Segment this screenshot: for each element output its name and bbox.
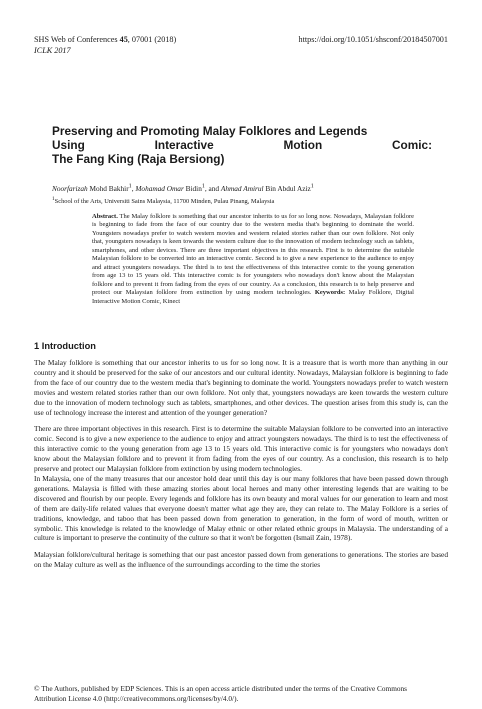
abstract [92, 213, 414, 306]
keywords: Malay Folklore, Digital Interactive Motion Comic, Kinect [92, 289, 414, 305]
abstract-text: The Malay folklore is something that our ancestor inherits to us for so long now. Nowadays, Malaysian folklore is beginning to fade from the face of our country due to the western media that's beginning to dominate the world. Youngsters nowadays prefer to watch western movies and western related stories rather than our own folklore. Not only that, youngsters nowadays is keen towards the western culture due to the innovation of modern technology such as tablets, smartphones, and other devices. There are three important objectives in this research. First is to determine the suitable Malaysian folklore to be converted into an interactive comic. Second is to give a new experience to the audience to enjoy and attract youngsters nowadays. The third is to test the effectiveness of this interactive comic to the young generation from age 13 to 15 years old. This interactive comic is for youngsters who nowadays don't know about the Malaysian folklore and to prevent it from fading from the eyes of our country. As a conclusion, this research is to help preserve and protect our Malaysian folklore from extinction by using modern technologies. [92, 213, 414, 297]
paper-title [52, 124, 432, 166]
title-line-3: The Fang King (Raja Bersiong) [52, 152, 225, 166]
license-line-1: © The Authors, published by EDP Sciences. This is an open access article distributed under the terms of the Creative Commons [34, 684, 408, 693]
paragraph: There are three important objectives in this research. First is to determine the suitable Malaysian folklore to be converted into an interactive comic. Second is to give a new experience to the audience to enjoy and attract youngsters nowadays. The third is to test the effectiveness of this interactive comic to the young generation from age 13 to 15 years old. This interactive comic is for youngsters who nowadays don't know about the Malaysian folklore and to prevent it from fading from the eyes of our country. As a conclusion, this research is to help preserve and protect our Malaysian folklore from extinction by using modern technologies. [34, 424, 448, 474]
paragraph: The Malay folklore is something that our ancestor inherits to us for so long now. It is a treasure that is worth more than anything in our country and it should be preserved for the sake of our ancestors and our cultural identity. Nowadays, Malaysian folklore is beginning to fade from the face of our country due to the western media that's beginning to dominate the world. Youngsters nowadays prefer to watch western movies and western related stories rather than our own folklore. Not only that, youngsters nowadays are keen towards the western culture due to the innovation of modern technology such as tablets, smartphones, and other devices. The question arises from this study is, can the use of technology increase the interest and attention of the younger generation? [34, 358, 448, 417]
keywords-label: Keywords: [311, 289, 346, 297]
abstract-label: Abstract. [92, 213, 118, 220]
journal-volume: 45 [119, 35, 128, 44]
affiliation: $^1$School of the Arts, Universiti Sains Malaysia, 11700 Minden, Pulau Pinang, Malaysia [52, 196, 275, 206]
conference-name: ICLK 2017 [34, 46, 71, 55]
author: Mohamad Omar Bidin$^1$, and [135, 184, 221, 194]
license-line-2: Attribution License 4.0 (http://creativecommons.org/licenses/by/4.0/). [34, 693, 239, 703]
author: Noorfarizah Mohd Bakhir$^1$, [52, 184, 136, 194]
author-list [52, 182, 442, 194]
journal-series: SHS Web of Conferences [34, 35, 118, 44]
section-body [34, 358, 448, 577]
article-number: , 07001 (2018) [127, 35, 177, 44]
paragraph: Malaysian folklore/cultural heritage is something that our past ancestor passed down from generations to generations. The stories are based on the Malay culture as well as the influence of the surroundings according to the time the stories [34, 550, 448, 570]
section-heading: 1 Introduction [34, 341, 96, 351]
running-header-left [34, 34, 176, 56]
title-line-2: Using Interactive Motion Comic: [52, 138, 432, 152]
title-line-1: Preserving and Promoting Malay Folklores and Legends [52, 124, 368, 138]
doi-link[interactable]: https://doi.org/10.1051/shsconf/20184507001 [298, 35, 448, 44]
paragraph: In Malaysia, one of the many treasures that our ancestor hold dear until this day is our many folklores that have been passed down through generations. Malaysia is filled with these amazing stories about local heroes and many other interesting legends that are waiting to be discovered and flourish by our people. Every legends and folklore has its own beauty and moral values for our generation to learn and most of them are daily-life related values that everyone doesn't matter what age they are, they can relate to. The Malay Folklore is a series of traditions, knowledge, and taboo that has been passed down from generation to generation, in the form of word of mouth, written or symbolic. This knowledge is related to the knowledge of Malay ethnic or other related ethnic groups in Malaysia. The understanding of a culture is important to preserve the continuity of the culture so that it won't be forgotten (Ismail Zain, 1978). [34, 473, 448, 543]
author: Ahmad Amirul Bin Abdul Aziz$^1$ [220, 184, 314, 194]
license-footer [34, 684, 448, 703]
